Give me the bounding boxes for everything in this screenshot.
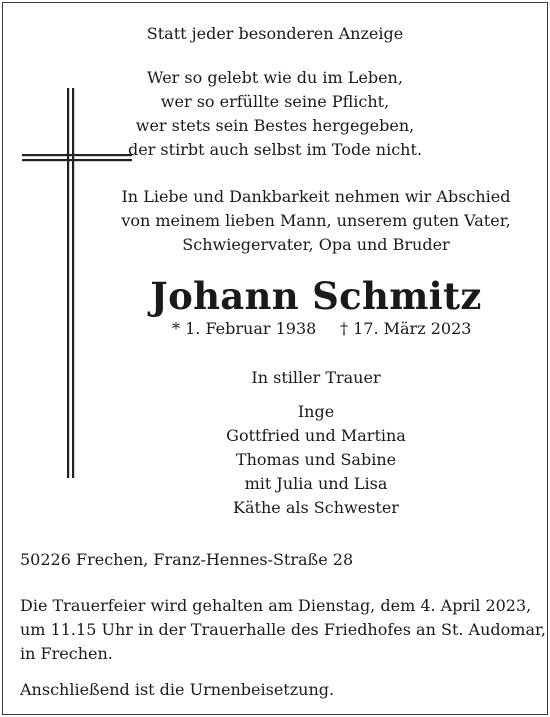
farewell-line-2: von meinem lieben Mann, unserem guten Vater, <box>121 211 511 230</box>
family-member: Gottfried und Martina <box>226 426 406 445</box>
ceremony-line-1: Die Trauerfeier wird gehalten am Dienstag, dem 4. April 2023, <box>20 596 532 615</box>
deceased-name: Johann Schmitz <box>150 274 482 318</box>
birth-date: * 1. Februar 1938 <box>172 319 317 338</box>
mourning-line: In stiller Trauer <box>251 368 381 387</box>
poem-line-2: wer so erfüllte seine Pflicht, <box>160 92 390 111</box>
poem-line-3: wer stets sein Bestes hergegeben, <box>135 116 415 135</box>
closing-line: Anschließend ist die Urnenbeisetzung. <box>20 680 335 699</box>
family-member: mit Julia und Lisa <box>244 474 388 493</box>
farewell-line-1: In Liebe und Dankbarkeit nehmen wir Abschied <box>121 187 511 206</box>
poem-line-4: der stirbt auch selbst im Tode nicht. <box>127 140 422 159</box>
ceremony-line-3: in Frechen. <box>20 644 113 663</box>
death-date: † 17. März 2023 <box>340 319 472 338</box>
family-member: Thomas und Sabine <box>235 450 397 469</box>
address: 50226 Frechen, Franz-Hennes-Straße 28 <box>20 550 354 569</box>
farewell-line-3: Schwiegervater, Opa und Bruder <box>182 235 450 254</box>
family-member: Käthe als Schwester <box>233 498 399 517</box>
ceremony-line-2: um 11.15 Uhr in der Trauerhalle des Friedhofes an St. Audomar, <box>20 620 546 639</box>
family-member: Inge <box>297 402 335 421</box>
poem-line-1: Wer so gelebt wie du im Leben, <box>147 68 403 87</box>
notice-header: Statt jeder besonderen Anzeige <box>146 24 404 43</box>
